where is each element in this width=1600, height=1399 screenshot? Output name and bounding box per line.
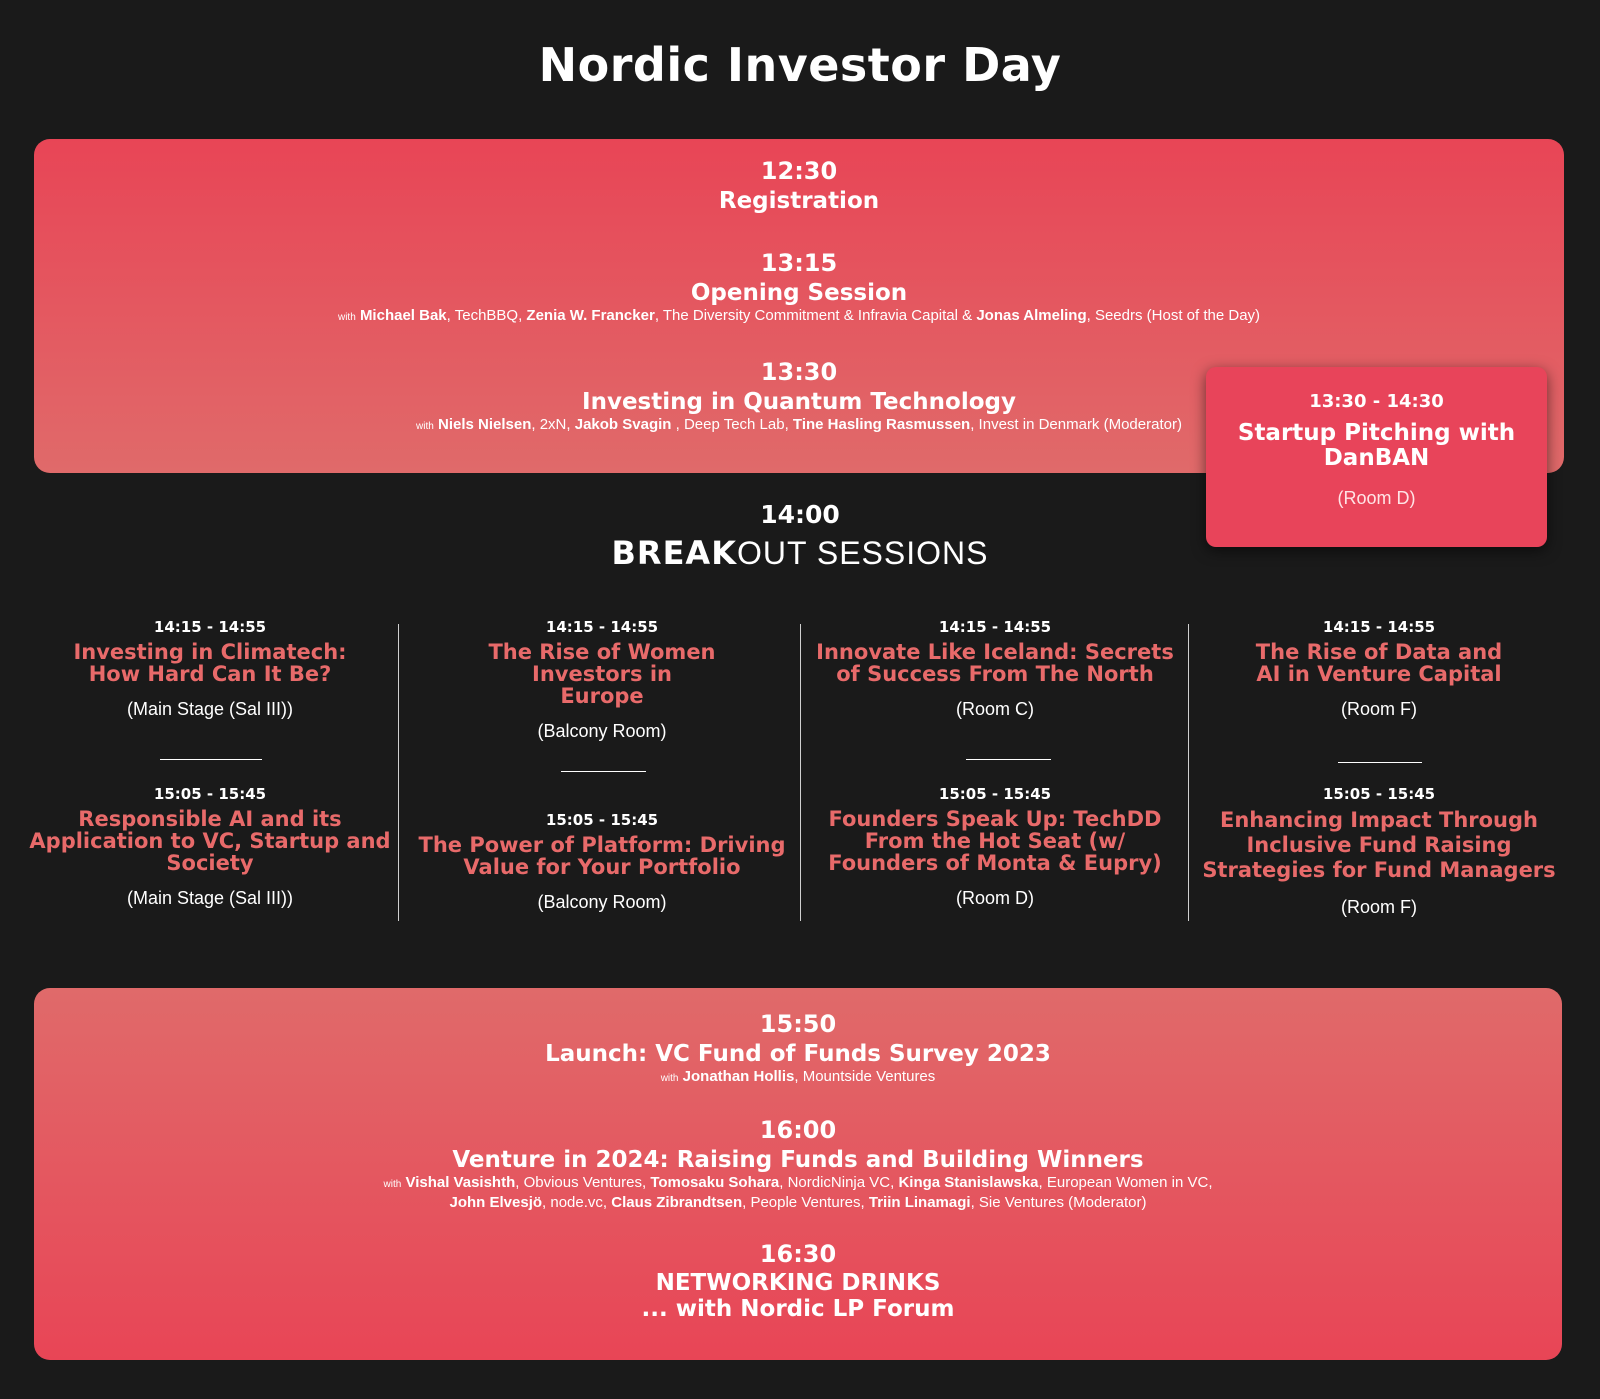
breakout-session-title: The Rise of Data and AI in Venture Capital [1255, 640, 1503, 686]
breakout-session-time: 14:15 - 14:55 [1322, 618, 1436, 636]
session-title: Launch: VC Fund of Funds Survey 2023 [545, 1041, 1051, 1067]
session-divider [966, 759, 1051, 760]
breakout-session-room: (Main Stage (Sal III)) [126, 699, 294, 719]
session-speakers: with Michael Bak, TechBBQ, Zenia W. Francker, The Diversity Commitment & Infravia Capital & Jonas Almeling, Seedrs (Host of the Day) [337, 307, 1261, 324]
breakout-session-title: Innovate Like Iceland: Secrets of Success From The North [816, 640, 1174, 686]
session-survey-launch [34, 1010, 1562, 1088]
page-title: Nordic Investor Day [538, 38, 1062, 92]
session-time: 16:30 [759, 1240, 837, 1268]
session-divider [160, 759, 262, 760]
breakout-session-time: 14:15 - 14:55 [153, 618, 267, 636]
session-divider [1338, 762, 1422, 763]
breakout-session-time: 14:15 - 14:55 [938, 618, 1052, 636]
breakout-session [408, 618, 796, 742]
session-time: 15:50 [759, 1010, 837, 1038]
pitch-room: (Room D) [1337, 488, 1416, 508]
session-subtitle: ... with Nordic LP Forum [641, 1296, 955, 1322]
breakout-session-title: The Power of Platform: Driving Value for Your Portfolio [418, 833, 786, 879]
breakout-session-time: 14:15 - 14:55 [545, 618, 659, 636]
breakout-session-time: 15:05 - 15:45 [1322, 785, 1436, 803]
session-time: 13:15 [760, 249, 838, 277]
breakout-session-room: (Room C) [955, 699, 1034, 719]
session-title: Investing in Quantum Technology [582, 389, 1016, 415]
column-divider [1188, 624, 1189, 921]
session-speakers: with Jonathan Hollis, Mountside Ventures [660, 1068, 936, 1085]
breakout-session-room: (Balcony Room) [537, 892, 667, 912]
breakout-session-time: 15:05 - 15:45 [545, 811, 659, 829]
pitch-title: Startup Pitching with DanBAN [1237, 420, 1516, 471]
breakout-session [802, 785, 1188, 909]
breakout-session-title: The Rise of Women Investors in Europe [488, 640, 716, 708]
breakout-session-title: Investing in Climatech: How Hard Can It Be? [73, 640, 347, 686]
breakout-session [1190, 785, 1568, 918]
breakout-session [15, 618, 405, 720]
breakout-heading: BREAKOUT SESSIONS [611, 534, 989, 572]
breakout-session-room: (Balcony Room) [537, 721, 667, 741]
breakout-session-title: Founders Speak Up: TechDD From the Hot Seat (w/ Founders of Monta & Eupry) [828, 807, 1162, 875]
plenary-card-bottom [34, 988, 1562, 1360]
breakout-time: 14:00 [760, 500, 840, 529]
breakout-session [408, 811, 796, 913]
session-time: 13:30 [760, 358, 838, 386]
session-title: Registration [718, 188, 880, 214]
session-title: Opening Session [690, 280, 908, 306]
breakout-session [1190, 618, 1568, 720]
session-networking [34, 1240, 1562, 1322]
session-time: 16:00 [759, 1116, 837, 1144]
pitch-time: 13:30 - 14:30 [1309, 391, 1444, 412]
breakout-session [802, 618, 1188, 720]
session-speakers-line-2: John Elvesjö, node.vc, Claus Zibrandtsen, People Ventures, Triin Linamagi, Sie Ventures (Moderator) [449, 1194, 1147, 1211]
session-opening [34, 249, 1564, 327]
session-divider [561, 771, 646, 772]
breakout-session-title: Responsible AI and its Application to VC, Startup and Society [29, 807, 391, 875]
session-title: NETWORKING DRINKS [655, 1270, 941, 1296]
session-speakers: with Niels Nielsen, 2xN, Jakob Svagin , Deep Tech Lab, Tine Hasling Rasmussen, Invest in Denmark (Moderator) [416, 416, 1182, 433]
breakout-session-room: (Room F) [1341, 897, 1417, 917]
breakout-session-time: 15:05 - 15:45 [938, 785, 1052, 803]
breakout-session-room: (Room D) [955, 888, 1034, 908]
column-divider [800, 624, 801, 921]
breakout-session-title: Enhancing Impact Through Inclusive Fund Raising Strategies for Fund Managers [1202, 808, 1556, 882]
session-time: 12:30 [760, 157, 838, 185]
session-registration [34, 157, 1564, 215]
breakout-session-time: 15:05 - 15:45 [153, 785, 267, 803]
breakout-session-room: (Main Stage (Sal III)) [126, 888, 294, 908]
session-speakers: with Vishal Vasishth, Obvious Ventures, Tomosaku Sohara, NordicNinja VC, Kinga Stanislawska, European Women in VC, [383, 1174, 1213, 1191]
session-title: Venture in 2024: Raising Funds and Building Winners [452, 1147, 1144, 1173]
breakout-session-room: (Room F) [1341, 699, 1417, 719]
session-venture-2024 [34, 1116, 1562, 1212]
breakout-session [15, 785, 405, 909]
